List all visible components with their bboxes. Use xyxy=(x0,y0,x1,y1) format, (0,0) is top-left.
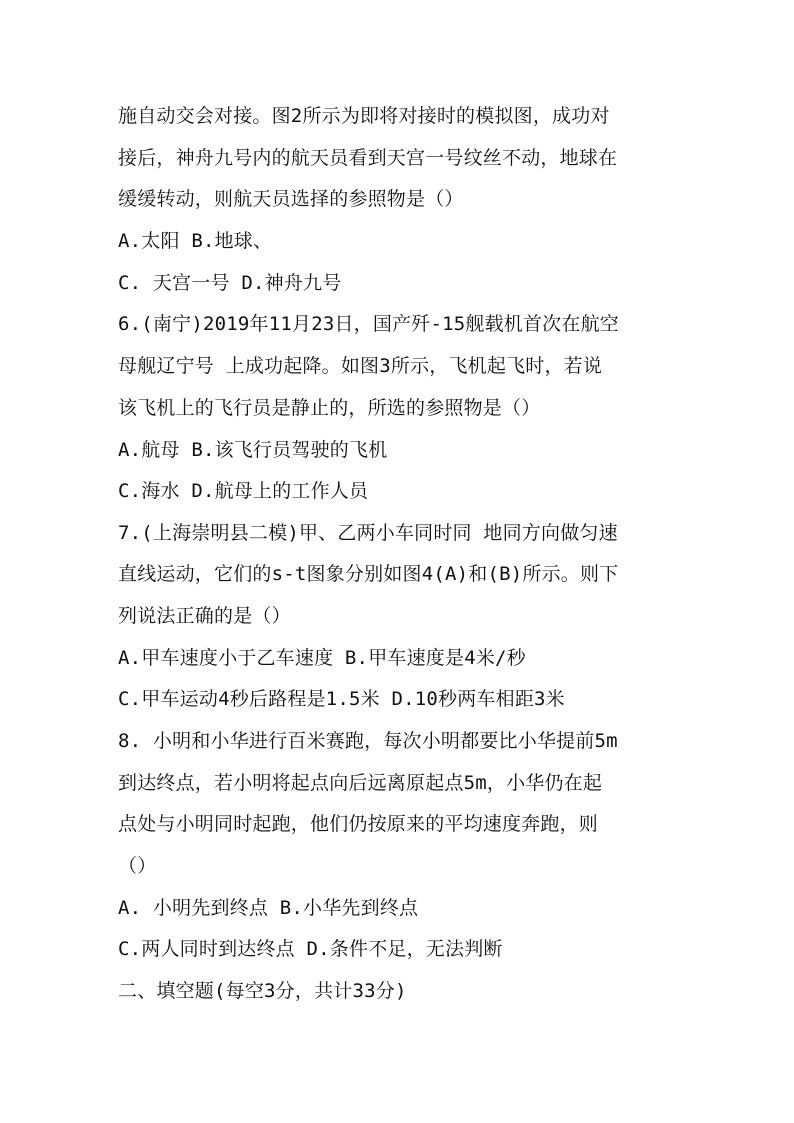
question-6-line-3: 该飞机上的飞行员是静止的，所选的参照物是（） xyxy=(118,397,541,419)
question-8-options-a-b: A. 小明先到终点 B.小华先到终点 xyxy=(118,897,419,919)
option-line-c-d: C. 天宫一号 D.神舟九号 xyxy=(118,272,342,294)
text-line-1: 施自动交会对接。图2所示为即将对接时的模拟图，成功对 xyxy=(118,105,610,127)
question-7-line-2: 直线运动，它们的s-t图象分别如图4(A)和(B)所示。则下 xyxy=(118,563,619,585)
question-6-line-2: 母舰辽宁号 上成功起降。如图3所示，飞机起飞时，若说 xyxy=(118,355,603,377)
question-7-options-c-d: C.甲车运动4秒后路程是1.5米 D.10秒两车相距3米 xyxy=(118,688,565,710)
question-6-line-1: 6.(南宁)2019年11月23日，国产歼-15舰载机首次在航空 xyxy=(118,313,619,335)
question-8-line-2: 到达终点，若小明将起点向后远离原起点5m，小华仍在起 xyxy=(118,772,603,794)
question-8-line-1: 8. 小明和小华进行百米赛跑，每次小明都要比小华提前5m xyxy=(118,730,618,752)
question-6-options-c-d: C.海水 D.航母上的工作人员 xyxy=(118,480,369,502)
question-7-line-3: 列说法正确的是（） xyxy=(118,605,291,627)
text-line-2: 接后，神舟九号内的航天员看到天宫一号纹丝不动，地球在 xyxy=(118,147,618,169)
question-8-options-c-d: C.两人同时到达终点 D.条件不足，无法判断 xyxy=(118,938,503,960)
question-8-line-3: 点处与小明同时起跑，他们仍按原来的平均速度奔跑，则 xyxy=(118,813,599,835)
question-8-line-4: （） xyxy=(118,855,157,877)
text-line-3: 缓缓转动，则航天员选择的参照物是（） xyxy=(118,188,464,210)
question-6-options-a-b: A.航母 B.该飞行员驾驶的飞机 xyxy=(118,439,388,461)
option-line-a-b: A.太阳 B.地球、 xyxy=(118,230,273,252)
question-7-options-a-b: A.甲车速度小于乙车速度 B.甲车速度是4米/秒 xyxy=(118,647,526,669)
question-7-line-1: 7.(上海崇明县二模)甲、乙两小车同时同 地同方向做匀速 xyxy=(118,522,618,544)
section-heading-fill-in: 二、填空题(每空3分，共计33分) xyxy=(118,980,407,1002)
